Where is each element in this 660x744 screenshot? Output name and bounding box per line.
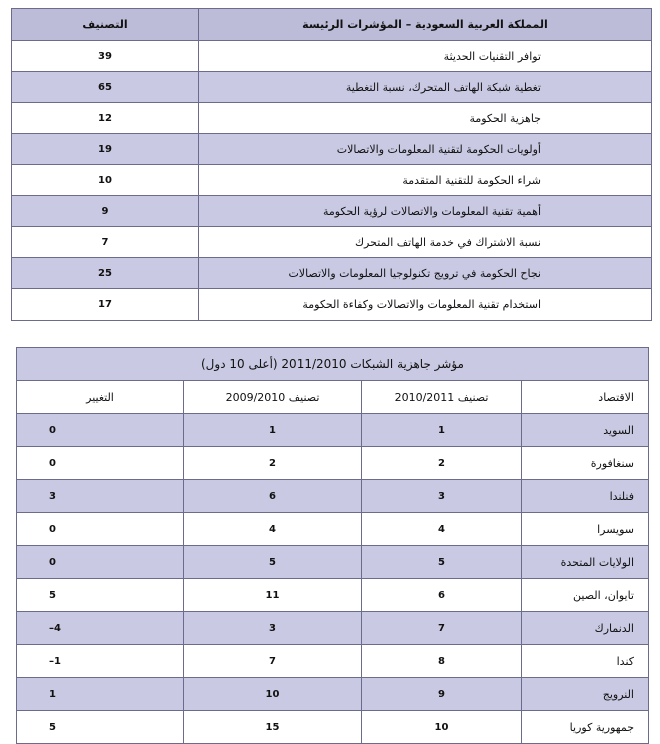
table-row xyxy=(17,678,649,711)
indicator-rank: 7 xyxy=(12,227,199,258)
indicator-label: تغطية شبكة الهاتف المتحرك، نسبة التغطية xyxy=(199,72,652,103)
indicator-rank: 12 xyxy=(12,103,199,134)
table-row xyxy=(12,41,652,72)
change-header: التغيير xyxy=(17,381,184,414)
rank-2010-cell: 6 xyxy=(184,480,362,513)
table-row xyxy=(12,72,652,103)
rank-header: التصنيف xyxy=(12,9,199,41)
change-cell: 5 xyxy=(17,579,184,612)
saudi-indicators-table xyxy=(11,8,652,321)
indicator-rank: 39 xyxy=(12,41,199,72)
rank-2010-header: تصنيف 2009/2010 xyxy=(184,381,362,414)
indicator-label: جاهزية الحكومة xyxy=(199,103,652,134)
rank-2010-cell: 3 xyxy=(184,612,362,645)
indicator-label: نسبة الاشتراك في خدمة الهاتف المتحرك xyxy=(199,227,652,258)
table-row xyxy=(12,103,652,134)
change-cell: 3 xyxy=(17,480,184,513)
rank-2010-cell: 7 xyxy=(184,645,362,678)
economy-cell: الدنمارك xyxy=(522,612,649,645)
rank-2011-cell: 2 xyxy=(362,447,522,480)
change-cell: 4– xyxy=(17,612,184,645)
indicator-label: نجاح الحكومة في ترويج تكنولوجيا المعلومات والاتصالات xyxy=(199,258,652,289)
rank-2011-cell: 1 xyxy=(362,414,522,447)
rank-2011-cell: 4 xyxy=(362,513,522,546)
change-cell: 0 xyxy=(17,546,184,579)
change-cell: 5 xyxy=(17,711,184,744)
change-cell: 1 xyxy=(17,678,184,711)
rank-2010-cell: 15 xyxy=(184,711,362,744)
rank-2010-cell: 2 xyxy=(184,447,362,480)
network-readiness-table xyxy=(16,347,649,744)
table-caption: مؤشر جاهزية الشبكات 2011/2010 (أعلى 10 دول) xyxy=(17,348,649,381)
table-row xyxy=(17,612,649,645)
economy-header: الاقتصاد xyxy=(522,381,649,414)
table-row xyxy=(17,645,649,678)
table-row xyxy=(12,258,652,289)
indicator-label: استخدام تقنية المعلومات والاتصالات وكفاءة الحكومة xyxy=(199,289,652,321)
table-row xyxy=(12,134,652,165)
rank-2011-cell: 10 xyxy=(362,711,522,744)
indicator-label: شراء الحكومة للتقنية المتقدمة xyxy=(199,165,652,196)
indicator-rank: 65 xyxy=(12,72,199,103)
economy-cell: جمهورية كوريا xyxy=(522,711,649,744)
table-header-row xyxy=(17,381,649,414)
economy-cell: كندا xyxy=(522,645,649,678)
indicator-label: أهمية تقنية المعلومات والاتصالات لرؤية الحكومة xyxy=(199,196,652,227)
change-cell: 0 xyxy=(17,513,184,546)
rank-2010-cell: 11 xyxy=(184,579,362,612)
table-row xyxy=(12,289,652,321)
change-cell: 0 xyxy=(17,414,184,447)
rank-2010-cell: 10 xyxy=(184,678,362,711)
rank-2011-cell: 7 xyxy=(362,612,522,645)
table-row xyxy=(17,414,649,447)
rank-2011-cell: 8 xyxy=(362,645,522,678)
rank-2011-cell: 5 xyxy=(362,546,522,579)
rank-2010-cell: 5 xyxy=(184,546,362,579)
table-row xyxy=(17,546,649,579)
rank-2010-cell: 1 xyxy=(184,414,362,447)
rank-2011-header: تصنيف 2010/2011 xyxy=(362,381,522,414)
rank-2010-cell: 4 xyxy=(184,513,362,546)
indicator-rank: 19 xyxy=(12,134,199,165)
indicator-label: توافر التقنيات الحديثة xyxy=(199,41,652,72)
indicator-label: أولويات الحكومة لتقنية المعلومات والاتصالات xyxy=(199,134,652,165)
change-cell: 1– xyxy=(17,645,184,678)
economy-cell: تايوان، الصين xyxy=(522,579,649,612)
table-row xyxy=(17,480,649,513)
table-caption-row xyxy=(17,348,649,381)
indicator-rank: 10 xyxy=(12,165,199,196)
table-header-row xyxy=(12,9,652,41)
change-cell: 0 xyxy=(17,447,184,480)
indicator-rank: 9 xyxy=(12,196,199,227)
rank-2011-cell: 3 xyxy=(362,480,522,513)
rank-2011-cell: 6 xyxy=(362,579,522,612)
table-row xyxy=(12,196,652,227)
table-row xyxy=(17,447,649,480)
economy-cell: النرويج xyxy=(522,678,649,711)
indicators-header: المملكة العربية السعودية – المؤشرات الرئيسة xyxy=(199,9,652,41)
table-row xyxy=(12,165,652,196)
economy-cell: سويسرا xyxy=(522,513,649,546)
indicator-rank: 25 xyxy=(12,258,199,289)
table-row xyxy=(17,579,649,612)
rank-2011-cell: 9 xyxy=(362,678,522,711)
economy-cell: فنلندا xyxy=(522,480,649,513)
indicator-rank: 17 xyxy=(12,289,199,321)
table-row xyxy=(17,513,649,546)
economy-cell: السويد xyxy=(522,414,649,447)
economy-cell: سنغافورة xyxy=(522,447,649,480)
table-row xyxy=(12,227,652,258)
table-row xyxy=(17,711,649,744)
economy-cell: الولايات المتحدة xyxy=(522,546,649,579)
